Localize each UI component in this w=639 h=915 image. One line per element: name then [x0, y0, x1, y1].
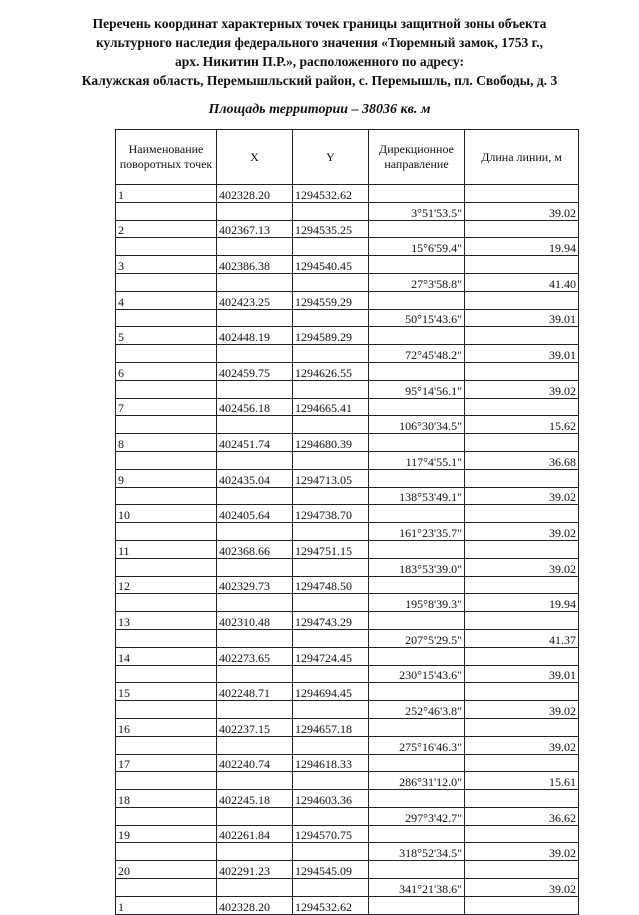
y-cell: 1294535.25 [293, 220, 369, 238]
empty-cell [293, 879, 369, 897]
table-row-point [116, 291, 579, 309]
empty-cell [293, 736, 369, 754]
direction-cell: 117°4'55.1" [369, 451, 465, 469]
empty-cell [217, 273, 293, 291]
empty-cell [465, 362, 579, 380]
direction-cell: 297°3'42.7" [369, 807, 465, 825]
y-cell: 1294694.45 [293, 683, 369, 701]
point-name-cell: 15 [116, 683, 217, 701]
table-row-segment [116, 309, 579, 327]
length-cell: 39.02 [465, 380, 579, 398]
x-cell: 402405.64 [217, 505, 293, 523]
direction-cell: 230°15'43.6" [369, 665, 465, 683]
y-cell: 1294540.45 [293, 256, 369, 274]
length-cell: 41.37 [465, 629, 579, 647]
table-row-point [116, 434, 579, 452]
empty-cell [293, 523, 369, 541]
empty-cell [369, 540, 465, 558]
empty-cell [116, 238, 217, 256]
direction-cell: 95°14'56.1" [369, 380, 465, 398]
x-cell: 402237.15 [217, 718, 293, 736]
direction-cell: 15°6'59.4" [369, 238, 465, 256]
title-line-2: культурного наследия федерального значения «Тюремный замок, 1753 г., [95, 35, 544, 50]
empty-cell [369, 327, 465, 345]
x-cell: 402386.38 [217, 256, 293, 274]
direction-cell: 72°45'48.2" [369, 345, 465, 363]
table-row-point [116, 612, 579, 630]
empty-cell [217, 594, 293, 612]
empty-cell [465, 647, 579, 665]
point-name-cell: 17 [116, 754, 217, 772]
empty-cell [465, 540, 579, 558]
x-cell: 402273.65 [217, 647, 293, 665]
length-cell: 39.02 [465, 736, 579, 754]
table-row-segment [116, 273, 579, 291]
y-cell: 1294570.75 [293, 825, 369, 843]
point-name-cell: 12 [116, 576, 217, 594]
point-name-cell: 1 [116, 185, 217, 203]
column-header-direction: Дирекционное направление [369, 130, 465, 185]
length-cell: 39.01 [465, 345, 579, 363]
empty-cell [369, 505, 465, 523]
empty-cell [116, 273, 217, 291]
empty-cell [217, 879, 293, 897]
x-cell: 402329.73 [217, 576, 293, 594]
table-row-point [116, 469, 579, 487]
y-cell: 1294665.41 [293, 398, 369, 416]
empty-cell [217, 523, 293, 541]
empty-cell [369, 896, 465, 914]
empty-cell [116, 380, 217, 398]
empty-cell [116, 629, 217, 647]
column-header-y: Y [293, 130, 369, 185]
length-cell: 39.02 [465, 558, 579, 576]
table-row-segment [116, 772, 579, 790]
title-line-4: Калужская область, Перемышльский район, с. Перемышль, пл. Свободы, д. 3 [81, 73, 558, 88]
direction-cell: 138°53'49.1" [369, 487, 465, 505]
empty-cell [465, 220, 579, 238]
empty-cell [116, 451, 217, 469]
x-cell: 402240.74 [217, 754, 293, 772]
direction-cell: 3°51'53.5" [369, 202, 465, 220]
empty-cell [369, 861, 465, 879]
empty-cell [465, 185, 579, 203]
table-row-segment [116, 345, 579, 363]
empty-cell [293, 594, 369, 612]
table-row-point [116, 825, 579, 843]
direction-cell: 252°46'3.8" [369, 701, 465, 719]
empty-cell [465, 896, 579, 914]
empty-cell [217, 772, 293, 790]
empty-cell [465, 291, 579, 309]
table-row-segment [116, 523, 579, 541]
point-name-cell: 11 [116, 540, 217, 558]
empty-cell [465, 790, 579, 808]
table-row-point [116, 683, 579, 701]
empty-cell [116, 202, 217, 220]
point-name-cell: 13 [116, 612, 217, 630]
area-caption: Площадь территории – 38036 кв. м [208, 102, 431, 117]
empty-cell [465, 612, 579, 630]
empty-cell [116, 807, 217, 825]
empty-cell [293, 772, 369, 790]
table-row-segment [116, 665, 579, 683]
table-row-segment [116, 558, 579, 576]
x-cell: 402328.20 [217, 896, 293, 914]
length-cell: 39.02 [465, 843, 579, 861]
length-cell: 15.62 [465, 416, 579, 434]
empty-cell [116, 772, 217, 790]
table-row-segment [116, 736, 579, 754]
empty-cell [369, 398, 465, 416]
empty-cell [465, 754, 579, 772]
empty-cell [369, 220, 465, 238]
table-row-closing-point [116, 896, 579, 914]
x-cell: 402368.66 [217, 540, 293, 558]
y-cell: 1294724.45 [293, 647, 369, 665]
empty-cell [293, 629, 369, 647]
y-cell: 1294603.36 [293, 790, 369, 808]
direction-cell: 286°31'12.0" [369, 772, 465, 790]
empty-cell [293, 487, 369, 505]
table-row-point [116, 256, 579, 274]
empty-cell [369, 434, 465, 452]
table-row-point [116, 790, 579, 808]
empty-cell [369, 469, 465, 487]
column-header-point-name: Наименование поворотных точек [116, 130, 217, 185]
y-cell: 1294657.18 [293, 718, 369, 736]
empty-cell [293, 345, 369, 363]
point-name-cell: 16 [116, 718, 217, 736]
empty-cell [217, 701, 293, 719]
table-row-segment [116, 701, 579, 719]
empty-cell [217, 558, 293, 576]
y-cell: 1294743.29 [293, 612, 369, 630]
empty-cell [465, 434, 579, 452]
empty-cell [293, 701, 369, 719]
y-cell: 1294545.09 [293, 861, 369, 879]
empty-cell [116, 665, 217, 683]
empty-cell [217, 665, 293, 683]
length-cell: 39.02 [465, 879, 579, 897]
table-row-segment [116, 807, 579, 825]
direction-cell: 341°21'38.6" [369, 879, 465, 897]
empty-cell [369, 291, 465, 309]
table-row-point [116, 647, 579, 665]
length-cell: 39.01 [465, 665, 579, 683]
y-cell: 1294532.62 [293, 185, 369, 203]
empty-cell [217, 380, 293, 398]
empty-cell [369, 256, 465, 274]
point-name-cell: 19 [116, 825, 217, 843]
empty-cell [369, 825, 465, 843]
empty-cell [465, 576, 579, 594]
empty-cell [465, 861, 579, 879]
x-cell: 402261.84 [217, 825, 293, 843]
empty-cell [369, 718, 465, 736]
table-row-segment [116, 380, 579, 398]
direction-cell: 195°8'39.3" [369, 594, 465, 612]
coordinates-table [115, 129, 579, 915]
direction-cell: 27°3'58.8" [369, 273, 465, 291]
table-row-point [116, 362, 579, 380]
x-cell: 402448.19 [217, 327, 293, 345]
direction-cell: 106°30'34.5" [369, 416, 465, 434]
y-cell: 1294532.62 [293, 896, 369, 914]
empty-cell [465, 718, 579, 736]
table-row-segment [116, 487, 579, 505]
point-name-cell: 14 [116, 647, 217, 665]
empty-cell [293, 309, 369, 327]
table-row-point [116, 861, 579, 879]
length-cell: 15.61 [465, 772, 579, 790]
y-cell: 1294680.39 [293, 434, 369, 452]
table-header-row [116, 130, 579, 185]
empty-cell [369, 647, 465, 665]
table-row-segment [116, 594, 579, 612]
empty-cell [116, 843, 217, 861]
empty-cell [369, 576, 465, 594]
empty-cell [465, 505, 579, 523]
length-cell: 39.02 [465, 701, 579, 719]
point-name-cell: 4 [116, 291, 217, 309]
x-cell: 402248.71 [217, 683, 293, 701]
empty-cell [293, 843, 369, 861]
empty-cell [217, 416, 293, 434]
empty-cell [217, 736, 293, 754]
empty-cell [293, 451, 369, 469]
empty-cell [217, 843, 293, 861]
point-name-cell: 5 [116, 327, 217, 345]
column-header-length: Длина линии, м [465, 130, 579, 185]
document-title [0, 14, 639, 90]
direction-cell: 275°16'46.3" [369, 736, 465, 754]
length-cell: 19.94 [465, 594, 579, 612]
title-line-1: Перечень координат характерных точек границы защитной зоны объекта [92, 16, 547, 31]
table-row-segment [116, 629, 579, 647]
point-name-cell: 6 [116, 362, 217, 380]
point-name-cell: 10 [116, 505, 217, 523]
x-cell: 402291.23 [217, 861, 293, 879]
y-cell: 1294589.29 [293, 327, 369, 345]
table-row-point [116, 754, 579, 772]
table-row-point [116, 185, 579, 203]
empty-cell [116, 345, 217, 363]
table-row-point [116, 327, 579, 345]
direction-cell: 183°53'39.0" [369, 558, 465, 576]
table-row-point [116, 576, 579, 594]
point-name-cell: 8 [116, 434, 217, 452]
length-cell: 19.94 [465, 238, 579, 256]
empty-cell [217, 487, 293, 505]
empty-cell [369, 612, 465, 630]
point-name-cell: 9 [116, 469, 217, 487]
empty-cell [217, 309, 293, 327]
title-line-3: арх. Никитин П.Р.», расположенного по адресу: [175, 54, 464, 69]
point-name-cell: 2 [116, 220, 217, 238]
empty-cell [217, 629, 293, 647]
table-row-point [116, 540, 579, 558]
x-cell: 402310.48 [217, 612, 293, 630]
table-row-segment [116, 879, 579, 897]
length-cell: 39.02 [465, 202, 579, 220]
table-row-point [116, 505, 579, 523]
x-cell: 402328.20 [217, 185, 293, 203]
table-row-segment [116, 202, 579, 220]
y-cell: 1294738.70 [293, 505, 369, 523]
empty-cell [465, 683, 579, 701]
direction-cell: 207°5'29.5" [369, 629, 465, 647]
direction-cell: 318°52'34.5" [369, 843, 465, 861]
y-cell: 1294751.15 [293, 540, 369, 558]
table-row-point [116, 718, 579, 736]
y-cell: 1294618.33 [293, 754, 369, 772]
table-row-segment [116, 843, 579, 861]
table-row-segment [116, 451, 579, 469]
empty-cell [293, 238, 369, 256]
empty-cell [293, 665, 369, 683]
empty-cell [116, 736, 217, 754]
point-name-cell: 3 [116, 256, 217, 274]
y-cell: 1294713.05 [293, 469, 369, 487]
empty-cell [116, 879, 217, 897]
y-cell: 1294626.55 [293, 362, 369, 380]
empty-cell [116, 309, 217, 327]
empty-cell [116, 487, 217, 505]
x-cell: 402451.74 [217, 434, 293, 452]
empty-cell [465, 256, 579, 274]
empty-cell [465, 398, 579, 416]
table-row-segment [116, 416, 579, 434]
table-row-point [116, 398, 579, 416]
length-cell: 36.68 [465, 451, 579, 469]
x-cell: 402456.18 [217, 398, 293, 416]
length-cell: 39.01 [465, 309, 579, 327]
empty-cell [293, 416, 369, 434]
empty-cell [116, 416, 217, 434]
empty-cell [369, 754, 465, 772]
empty-cell [369, 683, 465, 701]
direction-cell: 50°15'43.6" [369, 309, 465, 327]
y-cell: 1294559.29 [293, 291, 369, 309]
direction-cell: 161°23'35.7" [369, 523, 465, 541]
empty-cell [293, 202, 369, 220]
empty-cell [116, 523, 217, 541]
empty-cell [465, 469, 579, 487]
empty-cell [217, 345, 293, 363]
empty-cell [369, 185, 465, 203]
table-body [116, 185, 579, 915]
x-cell: 402367.13 [217, 220, 293, 238]
empty-cell [217, 202, 293, 220]
x-cell: 402435.04 [217, 469, 293, 487]
empty-cell [293, 273, 369, 291]
table-row-point [116, 220, 579, 238]
empty-cell [116, 701, 217, 719]
length-cell: 36.62 [465, 807, 579, 825]
empty-cell [465, 825, 579, 843]
point-name-cell: 20 [116, 861, 217, 879]
empty-cell [217, 451, 293, 469]
table-row-segment [116, 238, 579, 256]
x-cell: 402245.18 [217, 790, 293, 808]
empty-cell [116, 594, 217, 612]
empty-cell [217, 807, 293, 825]
length-cell: 39.02 [465, 487, 579, 505]
empty-cell [369, 790, 465, 808]
x-cell: 402423.25 [217, 291, 293, 309]
empty-cell [369, 362, 465, 380]
point-name-cell: 18 [116, 790, 217, 808]
empty-cell [293, 558, 369, 576]
y-cell: 1294748.50 [293, 576, 369, 594]
point-name-cell: 7 [116, 398, 217, 416]
column-header-x: X [217, 130, 293, 185]
empty-cell [465, 327, 579, 345]
empty-cell [116, 558, 217, 576]
empty-cell [293, 380, 369, 398]
length-cell: 39.02 [465, 523, 579, 541]
empty-cell [217, 238, 293, 256]
empty-cell [293, 807, 369, 825]
x-cell: 402459.75 [217, 362, 293, 380]
point-name-cell: 1 [116, 896, 217, 914]
length-cell: 41.40 [465, 273, 579, 291]
